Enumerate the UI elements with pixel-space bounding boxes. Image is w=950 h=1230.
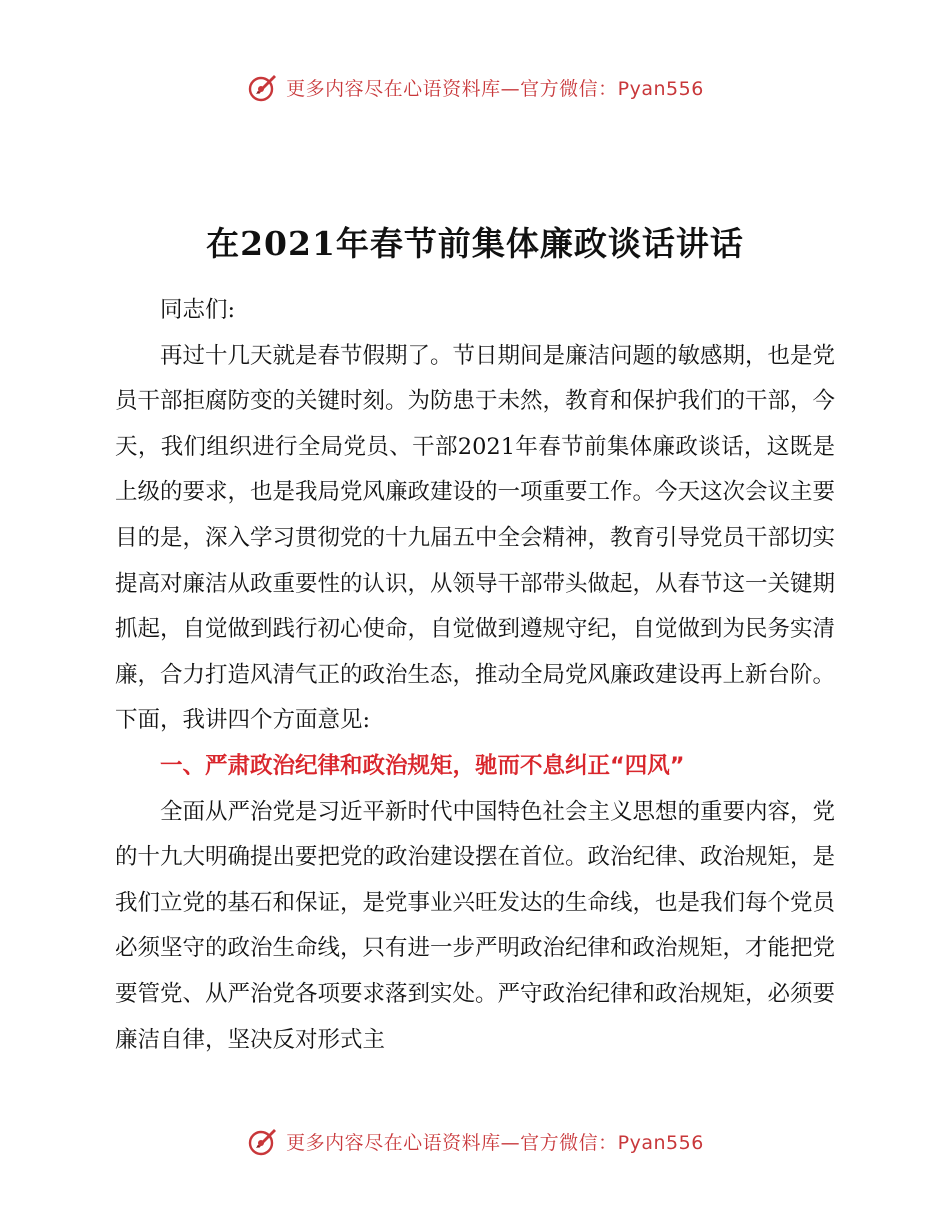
watermark-text: 更多内容尽在心语资料库—官方微信：Pyan556: [286, 1131, 704, 1154]
paragraph-intro: 再过十几天就是春节假期了。节日期间是廉洁问题的敏感期，也是党员干部拒腐防变的关键时刻。为防患于未然，教育和保护我们的干部，今天，我们组织进行全局党员、干部2021年春节前集体廉政谈话，这既是上级的要求，也是我局党风廉政建设的一项重要工作。今天这次会议主要目的是，深入学习贯彻党的十九届五中全会精神，教育引导党员干部切实提高对廉洁从政重要性的认识，从领导干部带头做起，从春节这一关键期抓起，自觉做到践行初心使命，自觉做到遵规守纪，自觉做到为民务实清廉，合力打造风清气正的政治生态，推动全局党风廉政建设再上新台阶。下面，我讲四个方面意见:: [115, 342, 836, 734]
watermark-footer: [0, 1124, 950, 1158]
document-body: [115, 288, 835, 1063]
paragraph-section-1: 全面从严治党是习近平新时代中国特色社会主义思想的重要内容，党的十九大明确提出要把党的政治建设摆在首位。政治纪律、政治规矩，是我们立党的基石和保证，是党事业兴旺发达的生命线，也是我们每个党员必须坚守的政治生命线，只有进一步严明政治纪律和政治规矩，才能把党要管党、从严治党各项要求落到实处。严守政治纪律和政治规矩，必须要廉洁自律，坚决反对形式主: [115, 798, 836, 1053]
watermark-header: [0, 70, 950, 104]
quill-logo-icon: [246, 1124, 280, 1158]
watermark-text: 更多内容尽在心语资料库—官方微信：Pyan556: [286, 77, 704, 100]
document-title: 在2021年春节前集体廉政谈话讲话: [206, 224, 744, 263]
salutation: 同志们:: [160, 297, 236, 323]
section-heading-1: 一、严肃政治纪律和政治规矩，驰而不息纠正“四风”: [160, 752, 685, 779]
quill-logo-icon: [246, 70, 280, 104]
